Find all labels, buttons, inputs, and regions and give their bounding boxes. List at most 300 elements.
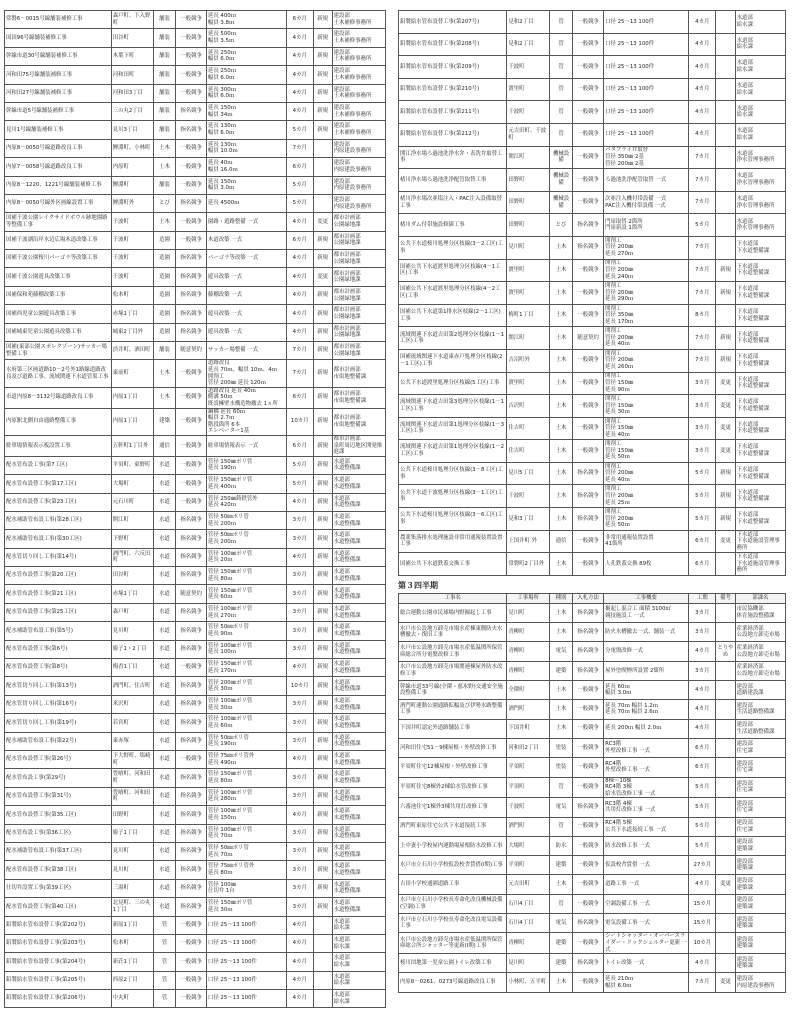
- cell-loc: 青柳町: [507, 623, 550, 642]
- cell-name: 常磐6－0015号線舗装補修工事: [5, 11, 112, 29]
- table-row: [399, 123, 786, 146]
- cell-note: 変更: [313, 268, 332, 286]
- cell-note: 変更: [716, 440, 735, 463]
- table-row: [5, 603, 386, 621]
- cell-kind: 土木: [549, 719, 572, 738]
- table-row: [399, 836, 786, 855]
- cell-period: 7カ月: [689, 169, 716, 192]
- cell-kind: 水道: [153, 659, 176, 677]
- cell-loc: 鯉淵町、小林町: [111, 139, 153, 157]
- cell-loc: 田野町: [507, 214, 550, 237]
- table-row: [399, 282, 786, 305]
- cell-kind: 土木: [153, 213, 176, 231]
- cell-method: 一般競争: [176, 11, 206, 29]
- cell-note: 新規: [313, 456, 332, 474]
- cell-dept: 水道部 水道整備課: [332, 842, 385, 860]
- cell-name: 国補西児童公園遊具改築工事: [5, 305, 112, 323]
- cell-kind: 管: [153, 971, 176, 989]
- cell-dept: 産業経済部 公設地方卸売市場: [735, 661, 785, 680]
- cell-loc: 新荘1丁目: [111, 953, 153, 971]
- column-header: 部課名: [735, 593, 785, 603]
- table-row: [399, 33, 786, 56]
- cell-summary: 道路改良 延長 70ｍ、幅員 10ｍ、4ｍ 開削工 管径 200㎜ 延長 120ｍ: [206, 360, 286, 387]
- cell-kind: 建築: [549, 933, 572, 954]
- cell-dept: 建設部 土木補修事務所: [332, 121, 385, 139]
- cell-name: 配水補助管布設工事(第37工区): [5, 842, 112, 860]
- cell-summary: 駐車場情報表示 一式: [206, 435, 286, 456]
- cell-dept: 建設部 内原建設事務所: [332, 176, 385, 194]
- cell-note: 新規: [313, 231, 332, 249]
- cell-period: 3カ月: [286, 898, 313, 916]
- cell-method: 指名競争: [176, 250, 206, 268]
- cell-period: 6カ月: [286, 11, 313, 29]
- cell-loc: 見川町: [111, 861, 153, 879]
- cell-kind: 電気: [549, 642, 572, 661]
- cell-dept: 下水道部 下水道整備課: [735, 508, 785, 531]
- cell-summary: 開削工 管径 350㎜ 延長 170ｍ: [604, 304, 689, 327]
- cell-dept: 水道部 浄水管理事務所: [735, 169, 785, 192]
- cell-dept: 水道部 水道整備課: [332, 806, 385, 824]
- cell-summary: 延長 150ｍ 幅員 34ｍ: [206, 102, 286, 120]
- table-row: [399, 914, 786, 933]
- cell-loc: 渡里町: [507, 78, 550, 101]
- cell-kind: 土木: [153, 158, 176, 176]
- cell-method: 指名競争: [176, 769, 206, 787]
- cell-period: 3カ月: [286, 787, 313, 805]
- column-header: 備考: [716, 593, 735, 603]
- cell-summary: 開削工 管径 200㎜ 延長 40ｍ: [604, 327, 689, 350]
- table-row: [399, 372, 786, 395]
- cell-summary: RC3階 4棟 共用灯改修工事 一式: [604, 798, 689, 817]
- cell-summary: 延長 4500ｍ: [206, 194, 286, 212]
- cell-loc: 新原1丁目: [111, 916, 153, 934]
- cell-loc: 森戸町、下入野町: [111, 11, 153, 29]
- cell-note: 新規: [313, 323, 332, 341]
- cell-name: 国補千波公園桜川パーゴラ等改築工事: [5, 250, 112, 268]
- table-row: [399, 259, 786, 282]
- table-row: [5, 732, 386, 750]
- cell-note: 変更: [716, 530, 735, 553]
- cell-method: 指名競争: [573, 236, 604, 259]
- table-continued-left: [4, 10, 386, 1008]
- cell-dept: 建設部 土木補修事務所: [332, 11, 385, 29]
- cell-loc: 見川町: [507, 954, 550, 973]
- cell-summary: 管径 150㎜ポリ管 延長 80ｍ: [206, 567, 286, 585]
- cell-method: 一般競争: [176, 456, 206, 474]
- cell-period: 4カ月: [286, 29, 313, 47]
- table-row: [399, 798, 786, 817]
- cell-summary: 仮設校舎賃借 一式: [604, 856, 689, 875]
- cell-kind: 水道: [153, 640, 176, 658]
- cell-summary: 遊具改築 一式: [206, 268, 286, 286]
- cell-summary: 口径 25～13 100件: [206, 990, 286, 1008]
- cell-method: 指名競争: [176, 286, 206, 304]
- table-header-row: [399, 593, 786, 603]
- cell-summary: 管径 100㎜ポリ管 延長 60ｍ: [206, 714, 286, 732]
- cell-kind: 土木: [549, 236, 572, 259]
- cell-dept: 下水道部 下水道整備課: [735, 372, 785, 395]
- table-row: [399, 56, 786, 79]
- cell-dept: 水道部 水道整備課: [332, 640, 385, 658]
- cell-note: [716, 11, 735, 34]
- cell-method: 一般競争: [176, 387, 206, 408]
- cell-period: 3カ月: [286, 769, 313, 787]
- cell-name: 桜川団地第一児童公園トイレ改築工事: [399, 954, 507, 973]
- cell-loc: 北見町、三の丸1丁目: [111, 898, 153, 916]
- cell-kind: 水道: [153, 548, 176, 566]
- cell-method: 指名競争: [176, 194, 206, 212]
- cell-note: [716, 681, 735, 700]
- cell-note: [716, 101, 735, 124]
- cell-method: 一般競争: [573, 440, 604, 463]
- table-row: [399, 101, 786, 124]
- cell-note: [716, 914, 735, 933]
- cell-period: 4カ月: [286, 250, 313, 268]
- cell-kind: 土木: [549, 372, 572, 395]
- table-row: [399, 327, 786, 350]
- cell-kind: 水道: [153, 677, 176, 695]
- cell-method: 指名競争: [176, 714, 206, 732]
- cell-name: 配水管布設替工事(第31号): [5, 787, 112, 805]
- cell-name: 見川1号線舗装補修工事: [5, 121, 112, 139]
- cell-kind: とび: [153, 194, 176, 212]
- cell-method: 一般競争: [176, 84, 206, 102]
- cell-summary: バタフライ弁取替 管径 350㎜ 2基 管径 200㎜ 2基: [604, 146, 689, 169]
- cell-name: 配水管切り回し工事(第19号): [5, 714, 112, 732]
- cell-kind: 土木: [549, 462, 572, 485]
- cell-name: 配水補助管布設工事(第22号): [5, 732, 112, 750]
- cell-summary: 口径 25～13 100件: [604, 33, 689, 56]
- cell-summary: トイレ改築 一式: [604, 954, 689, 973]
- cell-kind: 管: [549, 777, 572, 798]
- cell-dept: 建設部 内原建設事務所: [735, 973, 785, 992]
- table-row: [399, 719, 786, 738]
- table-row: [399, 146, 786, 169]
- cell-loc: 常磐町2丁目外: [507, 553, 550, 576]
- cell-summary: 延長 200ｍ 幅員 2.0ｍ: [604, 719, 689, 738]
- cell-method: 指名競争: [176, 121, 206, 139]
- cell-method: 一般競争: [573, 894, 604, 913]
- cell-method: 指名競争: [573, 485, 604, 508]
- cell-summary: 延長 500ｍ 幅員 3.5ｍ: [206, 29, 286, 47]
- cell-dept: 建設部 内原建設事務所: [332, 158, 385, 176]
- cell-note: [716, 661, 735, 680]
- cell-name: 酒門町運動公園通路拡幅及び伊勢水路整備工事: [399, 700, 507, 719]
- cell-summary: 管径 100㎜ポリ管 延長 20ｍ: [206, 548, 286, 566]
- cell-loc: 姫子1丁目: [111, 824, 153, 842]
- cell-loc: 見川5丁目: [507, 462, 550, 485]
- cell-note: 新規: [313, 47, 332, 65]
- cell-kind: 通信: [153, 435, 176, 456]
- table-row: [5, 158, 386, 176]
- cell-dept: 建設部 建築課: [735, 954, 785, 973]
- cell-note: 新規: [313, 11, 332, 29]
- cell-period: 7カ月: [689, 349, 716, 372]
- table-row: [399, 304, 786, 327]
- cell-dept: 水道部 給水課: [332, 916, 385, 934]
- cell-summary: 管径 250㎜鋳鉄管外 延長 420ｍ: [206, 493, 286, 511]
- cell-name: 鉛製給水管布設替工事(第204号): [5, 953, 112, 971]
- table-row: [399, 169, 786, 192]
- cell-dept: 水道部 給水課: [735, 123, 785, 146]
- cell-period: 3カ月: [689, 417, 716, 440]
- cell-method: 指名競争: [176, 323, 206, 341]
- cell-kind: 水道: [153, 567, 176, 585]
- cell-kind: 管: [549, 817, 572, 836]
- table-row: [5, 11, 386, 29]
- cell-loc: 見和2丁目: [507, 11, 550, 34]
- cell-note: 新規: [313, 567, 332, 585]
- cell-note: [716, 236, 735, 259]
- cell-loc: 全隈町: [507, 681, 550, 700]
- cell-name: 公共下水道桜川処理分区枝線(3－6工区)工事: [399, 508, 507, 531]
- cell-summary: 開削工 管径 200㎜ 延長 50ｍ: [604, 508, 689, 531]
- cell-note: [313, 971, 332, 989]
- cell-dept: 産業経済部 公設地方卸売市場: [735, 642, 785, 661]
- cell-name: 楮川浄水場ろ過池洗浄配管取替工事: [399, 169, 507, 192]
- cell-summary: RC4階 5棟 公共下水道接続工事 一式: [604, 817, 689, 836]
- cell-kind: 水道: [153, 695, 176, 713]
- cell-kind: 土木: [549, 282, 572, 305]
- table-row: [5, 971, 386, 989]
- cell-kind: 水道: [153, 493, 176, 511]
- cell-name: 鉛製給水管布設替工事(第206号): [5, 990, 112, 1008]
- cell-period: 4カ月: [286, 659, 313, 677]
- cell-dept: 水道部 給水課: [332, 990, 385, 1008]
- cell-loc: 青柳町: [507, 933, 550, 954]
- column-header: 工事名: [399, 593, 507, 603]
- table-row: [5, 342, 386, 360]
- cell-kind: 土木: [549, 681, 572, 700]
- cell-kind: 土木: [549, 553, 572, 576]
- cell-method: 指名競争: [176, 622, 206, 640]
- cell-name: 配水管布設替工事(第35工区): [5, 806, 112, 824]
- cell-period: 3カ月: [286, 842, 313, 860]
- cell-period: 7カ月: [689, 282, 716, 305]
- cell-note: 新規: [313, 360, 332, 387]
- cell-method: 一般競争: [176, 990, 206, 1008]
- table-row: [5, 435, 386, 456]
- cell-note: 新規: [313, 585, 332, 603]
- cell-dept: 水道部 水道整備課: [332, 548, 385, 566]
- table-row: [399, 661, 786, 680]
- table-row: [5, 286, 386, 304]
- cell-note: 新規: [313, 603, 332, 621]
- cell-kind: 水道: [153, 842, 176, 860]
- section-title-q3: 第３四半期: [398, 580, 438, 590]
- cell-dept: 水道部 水道整備課: [332, 475, 385, 493]
- cell-summary: 管径 150㎜ポリ管 延長 60ｍ: [206, 585, 286, 603]
- cell-dept: 建設部 土木補修事務所: [332, 102, 385, 120]
- cell-method: 一般競争: [573, 349, 604, 372]
- cell-kind: 舗装: [153, 121, 176, 139]
- table-row: [5, 695, 386, 713]
- cell-loc: 千波町: [111, 268, 153, 286]
- cell-kind: 土木: [549, 395, 572, 418]
- cell-loc: 内原町: [111, 158, 153, 176]
- cell-dept: 水道部 浄水管理事務所: [735, 214, 785, 237]
- table-row: [5, 121, 386, 139]
- table-row: [5, 916, 386, 934]
- cell-method: 一般競争: [176, 158, 206, 176]
- cell-name: 下国井町認定外道路舗装工事: [399, 719, 507, 738]
- cell-note: 新規: [313, 750, 332, 768]
- cell-name: 国補(東部公園スポレクゾーン)サッカー場整備工事: [5, 342, 112, 360]
- cell-dept: 水道部 給水課: [332, 953, 385, 971]
- cell-name: 公共下水道桜川処理分区枝線(3－2工区)工事: [399, 236, 507, 259]
- cell-kind: 土木: [153, 139, 176, 157]
- table-row: [5, 861, 386, 879]
- cell-method: 一般競争: [176, 750, 206, 768]
- cell-loc: 森戸町: [111, 603, 153, 621]
- cell-dept: 水道部 水道整備課: [332, 456, 385, 474]
- cell-note: [716, 894, 735, 913]
- cell-loc: 元石川町: [111, 493, 153, 511]
- cell-kind: とび: [549, 214, 572, 237]
- cell-name: 配水管布設替工事(第38工区): [5, 861, 112, 879]
- cell-period: 5カ月: [689, 462, 716, 485]
- table-row: [5, 176, 386, 194]
- cell-method: 指名競争: [176, 548, 206, 566]
- cell-kind: 機械設備: [549, 146, 572, 169]
- cell-method: 一般競争: [573, 856, 604, 875]
- cell-summary: 口径 25～13 100件: [206, 934, 286, 952]
- table-row: [5, 567, 386, 585]
- cell-kind: 水道: [153, 787, 176, 805]
- cell-kind: 水道: [153, 585, 176, 603]
- cell-period: 4カ月: [286, 47, 313, 65]
- cell-name: 六番池住宅1棟外3棟共用灯改修工事: [399, 798, 507, 817]
- cell-dept: 建設部 生活道路整備課: [735, 719, 785, 738]
- table-row: [399, 417, 786, 440]
- cell-dept: 水道部 水道整備課: [332, 567, 385, 585]
- cell-kind: 水道: [153, 456, 176, 474]
- cell-loc: 内原1丁目: [111, 408, 153, 435]
- cell-name: 開江浄水場ろ過池洗浄水弁・表洗弁取替工事: [399, 146, 507, 169]
- cell-period: 5カ月: [286, 194, 313, 212]
- cell-method: 一般競争: [573, 817, 604, 836]
- cell-note: 新規: [313, 29, 332, 47]
- cell-note: 新規: [716, 349, 735, 372]
- cell-name: 公共下水道桜川処理分区枝線(3－8工区)工事: [399, 462, 507, 485]
- cell-period: 4カ月: [286, 493, 313, 511]
- cell-dept: 都市計画部 公園緑地課: [332, 342, 385, 360]
- cell-kind: 管: [153, 916, 176, 934]
- cell-summary: 口径 25～13 100件: [604, 11, 689, 34]
- cell-loc: 若宮町: [111, 714, 153, 732]
- cell-name: 鉛製給水管布設替工事(第205号): [5, 971, 112, 989]
- cell-dept: 水道部 水道整備課: [332, 695, 385, 713]
- cell-period: 6カ月: [286, 435, 313, 456]
- cell-name: 配水管切り回し工事(第14号): [5, 548, 112, 566]
- table-row: [5, 898, 386, 916]
- column-header: 種別: [549, 593, 572, 603]
- cell-kind: 建築: [549, 661, 572, 680]
- cell-loc: 大場町: [111, 475, 153, 493]
- cell-dept: 水道部 水道整備課: [332, 677, 385, 695]
- cell-loc: 千波町: [111, 213, 153, 231]
- cell-note: [313, 176, 332, 194]
- cell-loc: 平須町: [507, 777, 550, 798]
- table-row: [5, 268, 386, 286]
- cell-method: 一般競争: [573, 304, 604, 327]
- cell-loc: 平須町、東野町: [111, 456, 153, 474]
- cell-period: 8カ月: [689, 304, 716, 327]
- cell-summary: 延長 300ｍ 幅員 6.0ｍ: [206, 84, 286, 102]
- cell-dept: 水道部 水道整備課: [332, 898, 385, 916]
- cell-kind: 水道: [153, 898, 176, 916]
- table-row: [5, 934, 386, 952]
- cell-name: 配水管切り回し工事(第16号): [5, 695, 112, 713]
- cell-note: [313, 953, 332, 971]
- cell-loc: 河和田町: [111, 66, 153, 84]
- cell-note: [716, 304, 735, 327]
- cell-method: 指名競争: [176, 268, 206, 286]
- cell-kind: 電気: [549, 798, 572, 817]
- cell-note: 新規: [313, 714, 332, 732]
- cell-loc: 見川町: [507, 236, 550, 259]
- cell-dept: 下水道部 下水道整備課: [735, 327, 785, 350]
- cell-summary: 木道改築 一式: [206, 231, 286, 249]
- cell-summary: 管径 150㎜ポリ管 延長 400ｍ: [206, 475, 286, 493]
- cell-note: 新規: [313, 66, 332, 84]
- cell-loc: 田野町: [507, 191, 550, 214]
- cell-period: 4カ月: [286, 213, 313, 231]
- cell-note: [716, 777, 735, 798]
- cell-method: 指名競争: [573, 914, 604, 933]
- table-row: [399, 954, 786, 973]
- cell-kind: 土木: [549, 304, 572, 327]
- cell-note: 新規: [313, 806, 332, 824]
- table-row: [5, 213, 386, 231]
- cell-note: 新規: [313, 408, 332, 435]
- cell-method: 一般競争: [176, 231, 206, 249]
- cell-dept: 下水道部 下水道整備課: [735, 349, 785, 372]
- cell-dept: 都市計画部 公園緑地課: [332, 268, 385, 286]
- cell-summary: 口径 25～13 100件: [206, 916, 286, 934]
- cell-note: 新規: [313, 769, 332, 787]
- cell-period: 4カ月: [689, 101, 716, 124]
- cell-name: 国補公共下水道渡里処理分区枝線(4－2工区)工事: [399, 282, 507, 305]
- cell-method: 一般競争: [573, 101, 604, 124]
- cell-kind: 土木: [549, 875, 572, 894]
- cell-period: 5カ月: [286, 475, 313, 493]
- cell-name: 水府第三区画道路10－2号外1路線道路改良及び道路工事、流域関連下水道管渠工事: [5, 360, 112, 387]
- cell-note: [716, 798, 735, 817]
- cell-kind: 機械設備: [549, 169, 572, 192]
- cell-note: 新規: [716, 259, 735, 282]
- cell-dept: 水道部 水道整備課: [332, 824, 385, 842]
- cell-name: 水戸市立石川小学校長寿命化改良機械設備(空調)工事: [399, 894, 507, 913]
- cell-period: 4カ月: [689, 123, 716, 146]
- cell-note: 新規: [313, 102, 332, 120]
- cell-loc: 下大野町、塩崎町: [111, 750, 153, 768]
- cell-summary: 屋外塗喫煙所設置 2箇所: [604, 661, 689, 680]
- table-row: [5, 387, 386, 408]
- cell-summary: 園路・遊路整備 一式: [206, 213, 286, 231]
- cell-note: [716, 78, 735, 101]
- cell-kind: 防水: [549, 836, 572, 855]
- cell-note: 新規: [716, 462, 735, 485]
- table-row: [5, 102, 386, 120]
- cell-note: 新規: [313, 677, 332, 695]
- cell-period: 4カ月: [689, 954, 716, 973]
- table-row: [399, 738, 786, 757]
- cell-kind: 管: [549, 101, 572, 124]
- cell-loc: 元吉田町: [507, 875, 550, 894]
- table-row: [399, 933, 786, 954]
- cell-loc: 平須町: [507, 856, 550, 875]
